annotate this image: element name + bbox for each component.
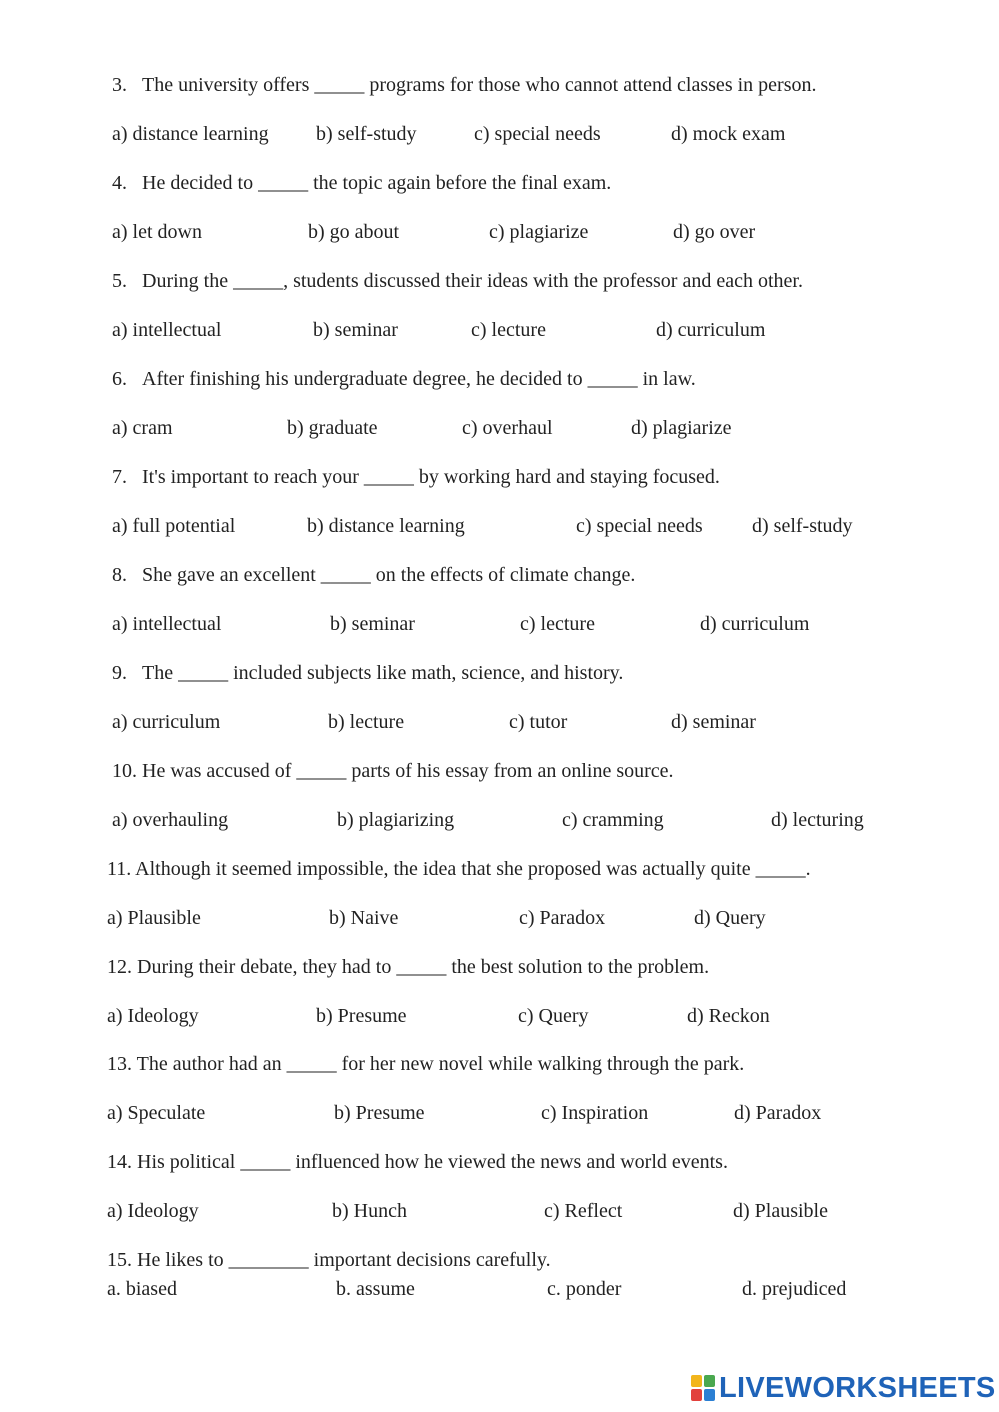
question-13-stem [107, 1052, 744, 1076]
option-c[interactable]: c) Reflect [544, 1200, 623, 1222]
option-c[interactable]: c) cramming [562, 809, 664, 831]
question-text: 15. He likes to ________ important decisions carefully. [107, 1249, 551, 1271]
option-b[interactable]: b) lecture [328, 711, 405, 733]
option-d[interactable]: d) Query [694, 907, 766, 929]
option-a[interactable]: a) intellectual [112, 613, 222, 635]
option-c[interactable]: c) tutor [509, 711, 568, 733]
option-b[interactable]: b) Naive [329, 907, 399, 929]
question-text: The _____ included subjects like math, science, and history. [142, 662, 624, 684]
brand-name: LIVEWORKSHEETS [719, 1371, 996, 1404]
option-d[interactable]: d) curriculum [656, 319, 766, 341]
option-d[interactable]: d. prejudiced [742, 1278, 847, 1300]
option-a[interactable]: a) Speculate [107, 1102, 206, 1124]
option-d[interactable]: d) mock exam [671, 123, 786, 145]
logo-square-1 [691, 1375, 702, 1387]
liveworksheets-logo-icon [691, 1375, 715, 1401]
option-d[interactable]: d) Paradox [734, 1102, 822, 1124]
option-c[interactable]: c) lecture [520, 613, 595, 635]
option-c[interactable]: c) Inspiration [541, 1102, 649, 1124]
question-text: It's important to reach your _____ by working hard and staying focused. [142, 466, 720, 488]
option-a[interactable]: a) full potential [112, 515, 236, 537]
question-text: During the _____, students discussed their ideas with the professor and each other. [142, 270, 803, 292]
question-number: 7. [112, 466, 127, 488]
option-a[interactable]: a) intellectual [112, 319, 222, 341]
option-a[interactable]: a) curriculum [112, 711, 221, 733]
question-text: The university offers _____ programs for those who cannot attend classes in person. [142, 74, 817, 96]
question-11-stem [107, 857, 811, 881]
option-a[interactable]: a) let down [112, 221, 202, 243]
logo-square-3 [691, 1389, 702, 1401]
option-b[interactable]: b) Presume [316, 1005, 407, 1027]
option-d[interactable]: d) Reckon [687, 1005, 770, 1027]
option-c[interactable]: c) special needs [576, 515, 703, 537]
question-text: After finishing his undergraduate degree, he decided to _____ in law. [142, 368, 696, 390]
option-c[interactable]: c) lecture [471, 319, 546, 341]
option-b[interactable]: b) self-study [316, 123, 417, 145]
question-number: 5. [112, 270, 127, 292]
option-a[interactable]: a. biased [107, 1278, 177, 1300]
option-a[interactable]: a) cram [112, 417, 173, 439]
option-c[interactable]: c) Paradox [519, 907, 606, 929]
logo-square-4 [704, 1389, 715, 1401]
option-b[interactable]: b. assume [336, 1278, 415, 1300]
option-c[interactable]: c. ponder [547, 1278, 622, 1300]
question-number: 4. [112, 172, 127, 194]
option-b[interactable]: b) distance learning [307, 515, 465, 537]
option-b[interactable]: b) seminar [330, 613, 415, 635]
question-text: 14. His political _____ influenced how he viewed the news and world events. [107, 1151, 728, 1173]
question-number: 3. [112, 74, 127, 96]
question-text: 11. Although it seemed impossible, the idea that she proposed was actually quite _____. [107, 858, 811, 880]
liveworksheets-brand[interactable] [691, 1373, 996, 1403]
question-12-stem [107, 955, 709, 979]
question-number: 9. [112, 662, 127, 684]
logo-square-2 [704, 1375, 715, 1387]
option-b[interactable]: b) seminar [313, 319, 398, 341]
option-a[interactable]: a) Ideology [107, 1200, 199, 1222]
option-d[interactable]: d) lecturing [771, 809, 864, 831]
question-text: 13. The author had an _____ for her new novel while walking through the park. [107, 1053, 745, 1075]
question-15-stem [107, 1248, 551, 1272]
option-d[interactable]: d) go over [673, 221, 756, 243]
option-c[interactable]: c) overhaul [462, 417, 553, 439]
question-number: 10. [112, 760, 137, 782]
option-d[interactable]: d) Plausible [733, 1200, 828, 1222]
question-text: She gave an excellent _____ on the effects of climate change. [142, 564, 636, 586]
option-b[interactable]: b) Presume [334, 1102, 425, 1124]
option-c[interactable]: c) special needs [474, 123, 601, 145]
question-14-stem [107, 1150, 728, 1174]
option-b[interactable]: b) Hunch [332, 1200, 407, 1222]
question-text: He was accused of _____ parts of his essay from an online source. [142, 760, 674, 782]
option-c[interactable]: c) plagiarize [489, 221, 589, 243]
option-d[interactable]: d) curriculum [700, 613, 810, 635]
option-c[interactable]: c) Query [518, 1005, 589, 1027]
question-text: He decided to _____ the topic again before the final exam. [142, 172, 612, 194]
option-d[interactable]: d) self-study [752, 515, 853, 537]
option-a[interactable]: a) Ideology [107, 1005, 199, 1027]
option-a[interactable]: a) distance learning [112, 123, 269, 145]
option-d[interactable]: d) plagiarize [631, 417, 732, 439]
option-b[interactable]: b) graduate [287, 417, 378, 439]
option-a[interactable]: a) overhauling [112, 809, 229, 831]
option-a[interactable]: a) Plausible [107, 907, 201, 929]
question-number: 6. [112, 368, 127, 390]
question-number: 8. [112, 564, 127, 586]
option-b[interactable]: b) go about [308, 221, 400, 243]
option-d[interactable]: d) seminar [671, 711, 756, 733]
question-text: 12. During their debate, they had to _____ the best solution to the problem. [107, 956, 710, 978]
option-b[interactable]: b) plagiarizing [337, 809, 455, 831]
